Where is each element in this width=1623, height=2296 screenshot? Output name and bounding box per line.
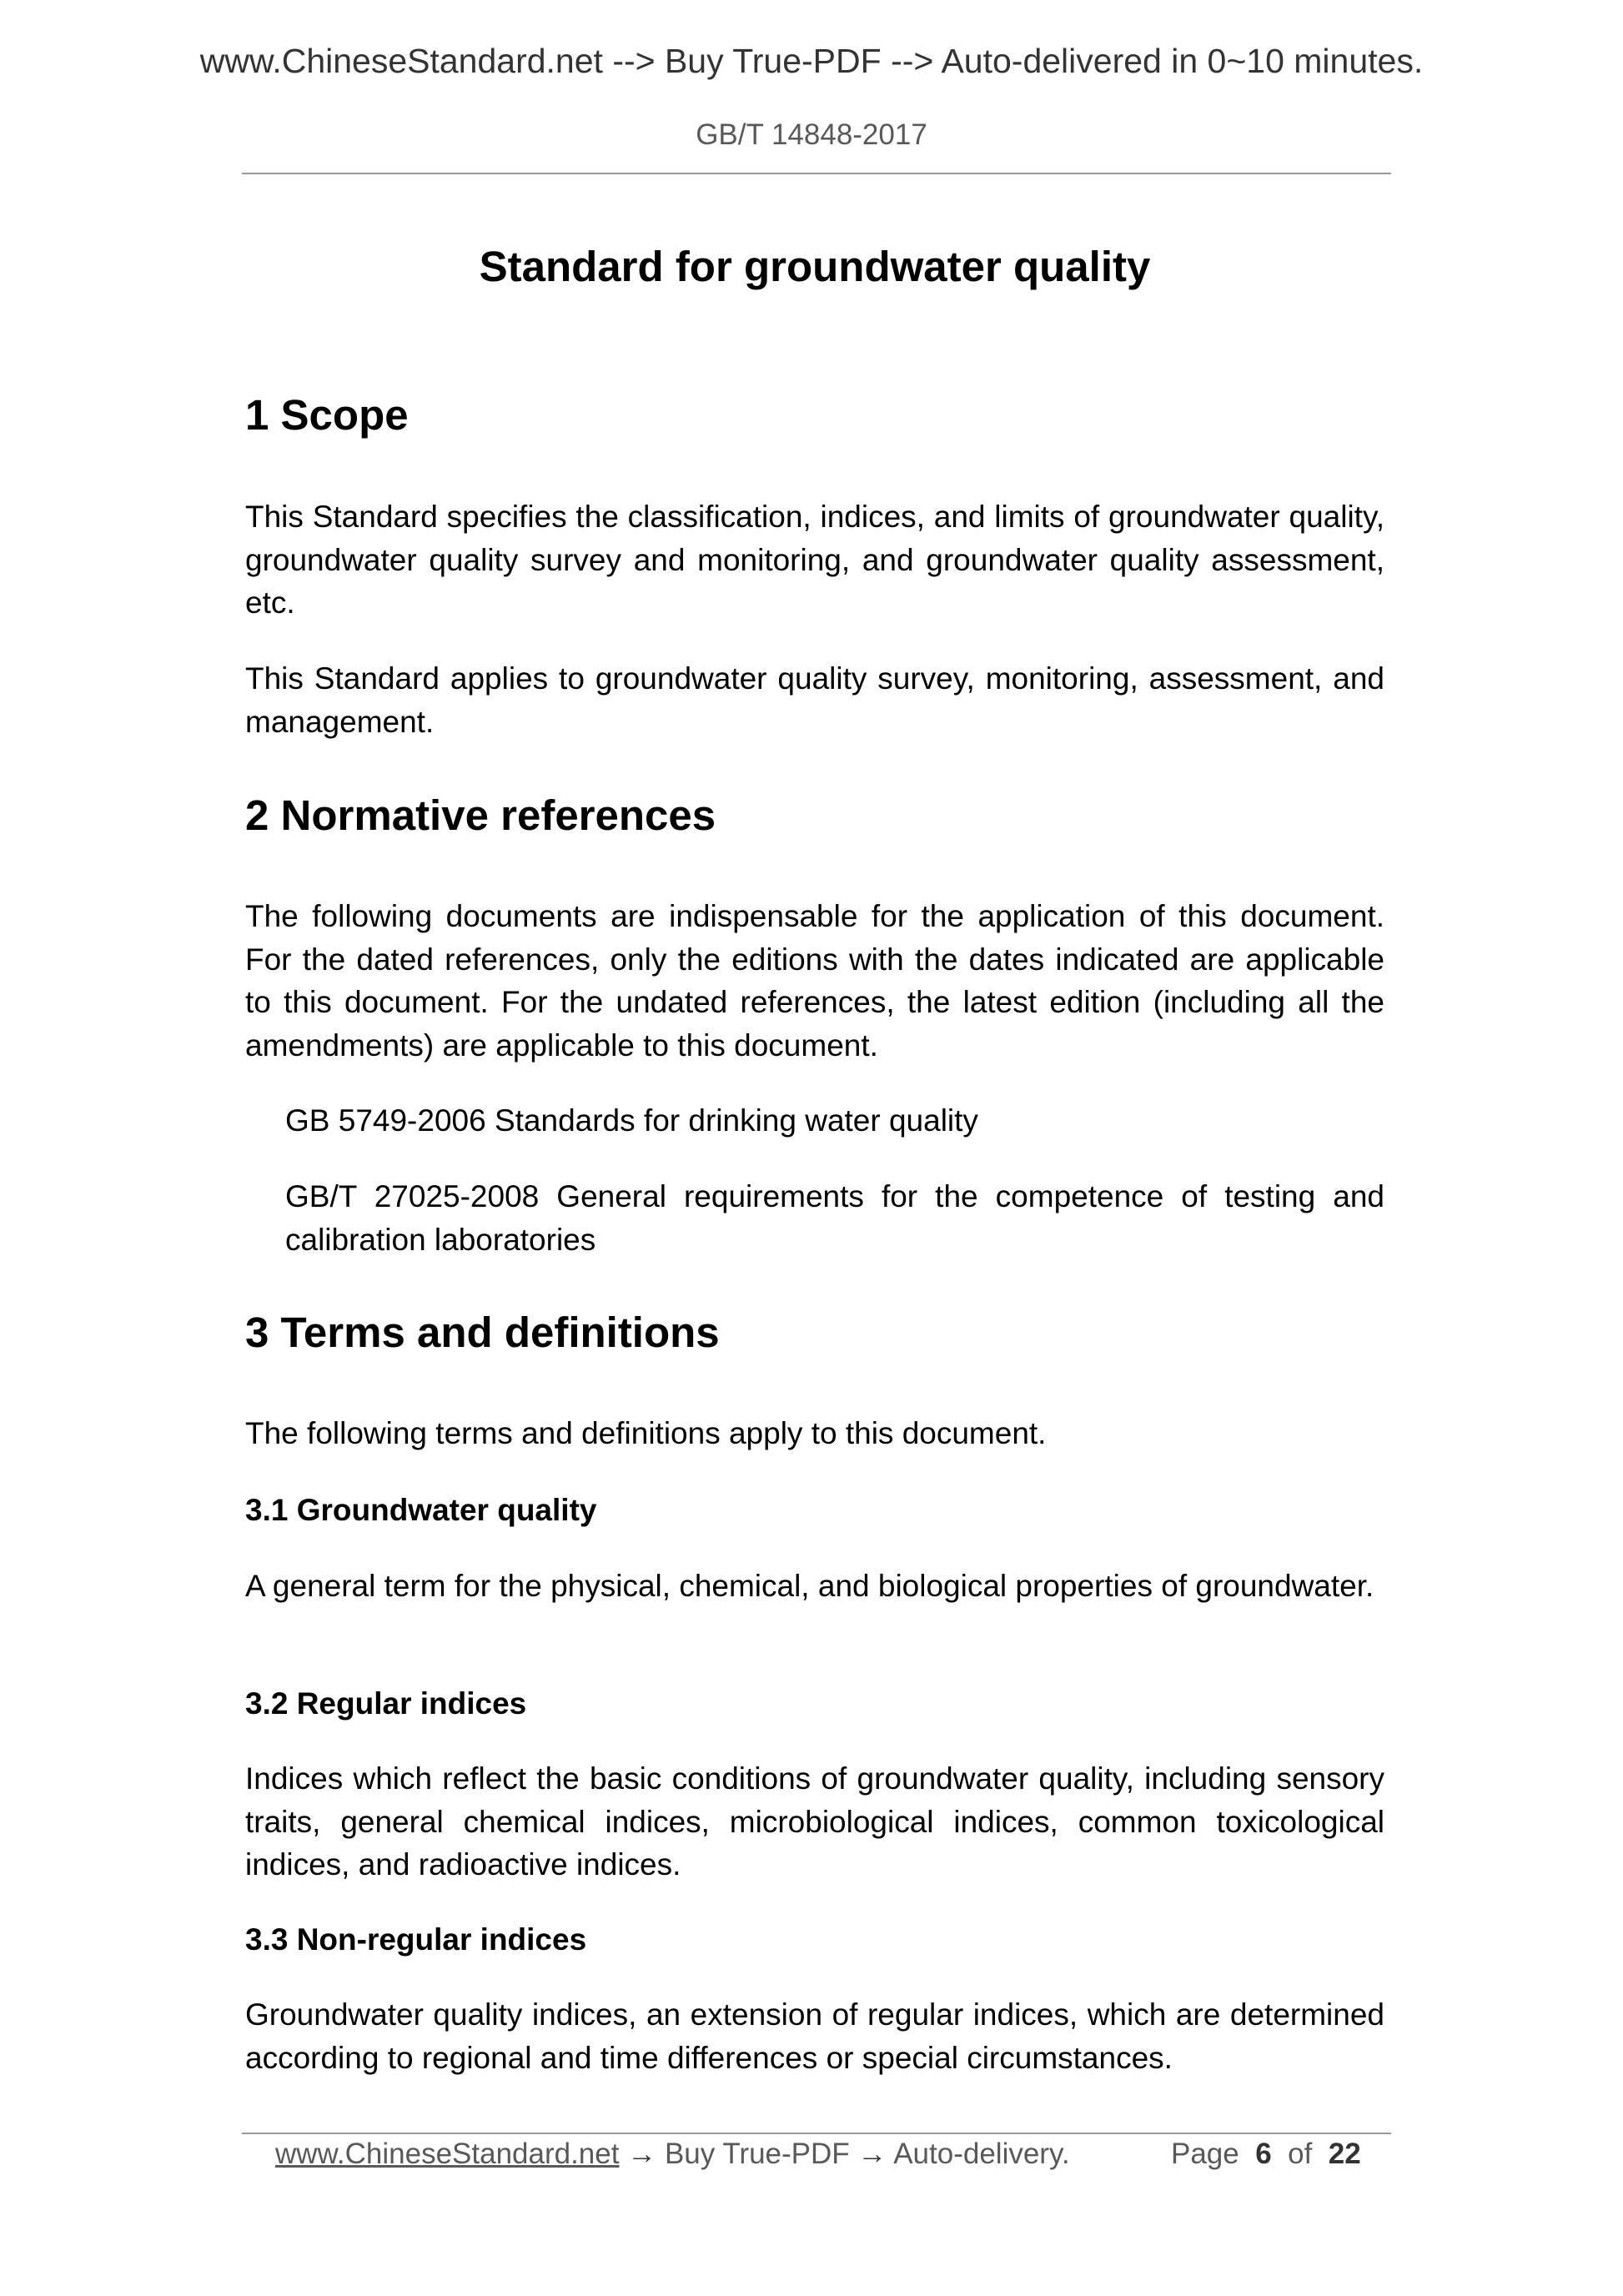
term-heading-non-regular-indices: 3.3 Non-regular indices [245, 1922, 587, 1957]
top-banner: www.ChineseStandard.net --> Buy True-PDF --> Auto-delivered in 0~10 minutes. [199, 42, 1424, 80]
page-number [1171, 2138, 1361, 2171]
header-divider [242, 173, 1391, 174]
footer-delivery-text: Auto-delivery. [893, 2138, 1070, 2170]
term-definition: A general term for the physical, chemical, and biological properties of groundwater. [245, 1569, 1374, 1603]
terms-intro-paragraph: The following terms and definitions apply to this document. [245, 1416, 1047, 1450]
section-heading-terms-and-definitions: 3 Terms and definitions [245, 1309, 720, 1356]
page-current: 6 [1255, 2138, 1272, 2170]
section-heading-normative-references: 2 Normative references [245, 791, 716, 839]
scope-paragraph-2: This Standard applies to groundwater quality survey, monitoring, assessment, and management. [245, 661, 1384, 739]
document-title: Standard for groundwater quality [479, 243, 1151, 290]
page-of: of [1288, 2138, 1313, 2170]
term-definition: Groundwater quality indices, an extension of regular indices, which are determined according to regional and time differences or special circumstances. [245, 1997, 1384, 2075]
footer-divider [242, 2133, 1391, 2134]
section-heading-scope: 1 Scope [245, 391, 409, 439]
term-heading-groundwater-quality: 3.1 Groundwater quality [245, 1493, 597, 1527]
reference-item: GB/T 27025-2008 General requirements for the competence of testing and calibration laboratories [285, 1179, 1384, 1257]
arrow-right-icon: → [857, 2138, 887, 2170]
footer [275, 2138, 1070, 2171]
footer-website-link[interactable]: www.ChineseStandard.net [275, 2138, 620, 2170]
standard-code: GB/T 14848-2017 [696, 118, 927, 151]
normative-references-paragraph: The following documents are indispensable for the application of this document. For the dated references, only the editions with the dates indicated are applicable to this document. For the undated references, the latest edition (including all the amendments) are applicable to this document. [245, 899, 1384, 1063]
scope-paragraph-1: This Standard specifies the classification, indices, and limits of groundwater quality, groundwater quality survey and monitoring, and groundwater quality assessment, etc. [245, 500, 1384, 620]
term-heading-regular-indices: 3.2 Regular indices [245, 1686, 527, 1721]
page-total: 22 [1328, 2138, 1361, 2170]
footer-buy-text: Buy True-PDF [664, 2138, 850, 2170]
term-definition: Indices which reflect the basic conditions of groundwater quality, including sensory traits, general chemical indices, microbiological indices, common toxicological indices, and radioactive indices. [245, 1761, 1384, 1882]
page-label: Page [1171, 2138, 1239, 2170]
reference-item: GB 5749-2006 Standards for drinking water quality [285, 1103, 978, 1138]
arrow-right-icon: → [627, 2138, 657, 2170]
